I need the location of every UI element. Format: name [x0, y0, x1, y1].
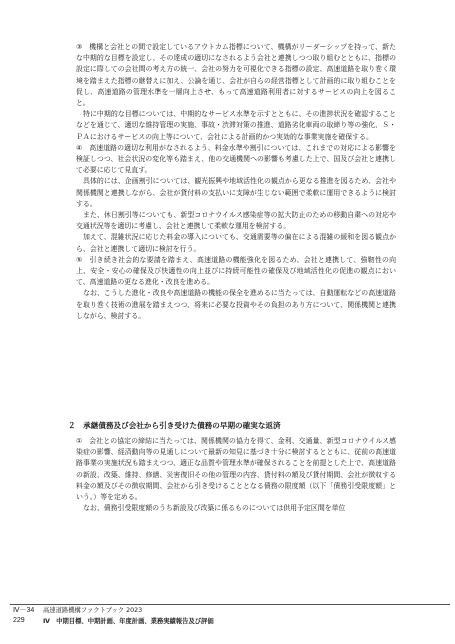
footer-rule	[10, 604, 450, 605]
chapter-title: Ⅳ 中期目標、中期計画、年度計画、業務実績報告及び評価	[43, 617, 214, 625]
footer-page-numbers	[13, 606, 34, 626]
paragraph-section2-item-1: ① 会社との協定の締結に当たっては、関係機関の協力を得て、金利、交通量、新型コロナウイルス感染症の影響、経済動向等の見通しについて最新の知見に基づき十分に検討するとともに、従前の高速道路事業の実施状況も踏まえつつ、適正な品質や管理水準が確保されることを前提とした上で、高速道路の新設、改築、維持、修繕、災害復旧その他の管理の内容、貸付料の額及び貸付期間、会社が徴収する料金の額及びその徴収期間、会社から引き受けることとなる債務の限度額（以下「債務引受限度額」という。）等を定める。	[76, 437, 396, 502]
page-number-chapter: Ⅳ－34	[13, 607, 35, 614]
paragraph-item-3: ③ 機構と会社との間で設定しているアウトカム指標について、機構がリーダーシップを持って、新たな中期的な目標を設定し、その達成の適切になされるよう会社と連携しつつ取り組むとともに、指標の設定に際しての会社間の考え方の統一、会社の努力を可視化できる指標の設定、高速道路を取り巻く環境を踏まえた指標の継替えに加え、公論を通じ、会社が自らの経営指標として計画的に取り組むことを促し、高速道路の管理水準を一層向上させ、もって高速道路利用者に対するサービスの向上を図ること。	[76, 43, 396, 108]
section-heading: ２ 承継債務及び会社から引き受けた債務の早期の確実な返済	[68, 421, 281, 430]
body-text-top	[76, 42, 396, 322]
paragraph-item-5: ⑤ 引き続き社会的な要請を踏まえ、高速道路の機能強化を図るため、会社と連携して、強靭性の向上、安全・安心の確保及び快適性の向上並びに持続可能性の確保及び地域活性化の促進の観点において、高速道路の更なる進化・改良を進める。	[76, 255, 396, 287]
paragraph-item-4: ④ 高速道路の適切な利用がなされるよう、料金水準や割引については、これまでの対応による影響を検証しつつ、社会状況の変化等も踏まえ、他の交通機関への影響も考慮した上で、国及び会社と連携して必要に応じて見直す。	[76, 143, 396, 175]
book-title: 高速道路機構ファクトブック 2023	[43, 607, 143, 614]
paragraph-item-5-detail: なお、こうした進化・改良や高速道路の機能の保全を進めるに当たっては、自動運転などの高速道路を取り巻く技術の進展を踏まえつつ、将来に必要な投資やその負担のあり方について、関係機関と連携しながら、検討する。	[76, 289, 396, 320]
paragraph-item-4-detail-2: また、休日割引等についても、新型コロナウイルス感染症等の拡大防止のための移動自粛への対応や交通状況等を適切に考慮し、会社と連携して柔軟な運用を検討する。	[76, 211, 396, 231]
footer-titles	[43, 606, 214, 627]
paragraph-section2-note: なお、債務引受限度額のうち新設及び改築に係るものについては供用予定区間を単位	[83, 504, 346, 513]
paragraph-item-4-detail-3: 加えて、混雑状況に応じた料金の導入についても、交通需要等の偏在による混雑の緩和を図る観点から、会社と連携して適切に検討を行う。	[76, 233, 396, 253]
page-number-total: 229	[13, 617, 25, 624]
paragraph-item-3-detail: 特に中期的な目標については、中期的なサービス水準を示すとともに、その進捗状況を確認することなどを通じて、適切な維持管理の実施、事故・渋滞対策の推進、道路劣化車両の取締り等の強化、Ｓ・ＰＡにおけるサービスの向上等について、会社による計画的かつ実効的な事業実施を確保する。	[76, 110, 396, 141]
paragraph-item-4-detail-1: 具体的には、企画割引については、観光振興や地域活性化の観点から更なる推進を図るため、会社や関係機関と連携しながら、会社が貸付料の支払いに支障が生じない範囲で柔軟に運用できるように検討する。	[76, 177, 396, 208]
body-text-bottom	[76, 436, 396, 514]
